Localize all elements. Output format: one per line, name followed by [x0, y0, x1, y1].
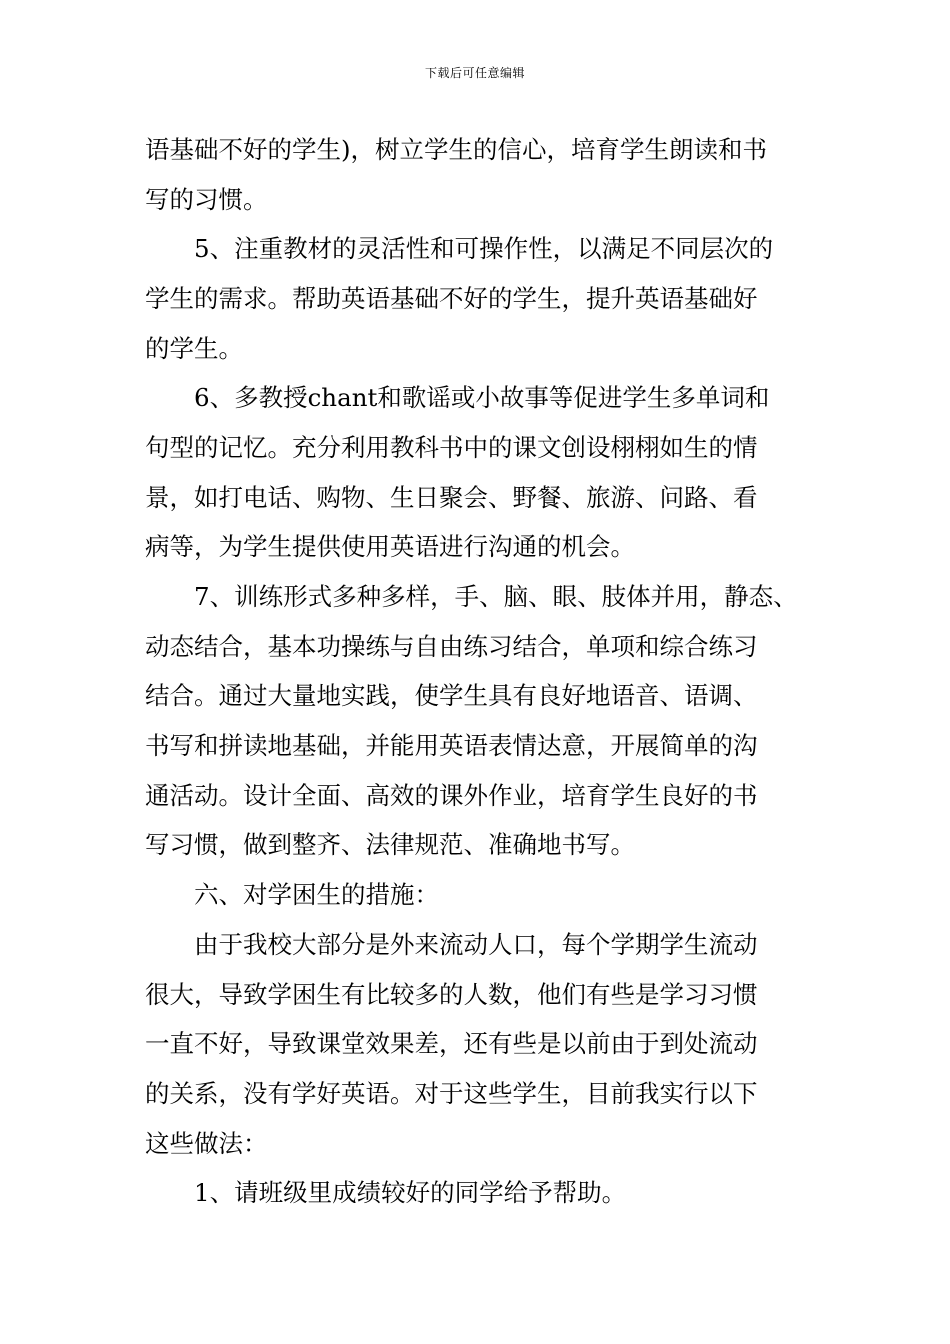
body-line: 7、训练形式多种多样，手、脑、眼、肢体并用，静态、	[145, 582, 798, 611]
body-line: 6、多教授chant和歌谣或小故事等促进学生多单词和	[145, 383, 770, 412]
body-line: 的关系，没有学好英语。对于这些学生，目前我实行以下	[145, 1079, 758, 1108]
page-header: 下载后可任意编辑	[424, 66, 525, 80]
body-line: 书写和拼读地基础，并能用英语表情达意，开展简单的沟	[145, 731, 758, 760]
body-line: 语基础不好的学生)，树立学生的信心，培育学生朗读和书	[145, 135, 768, 164]
body-line: 学生的需求。帮助英语基础不好的学生，提升英语基础好	[145, 284, 758, 313]
body-line: 结合。通过大量地实践，使学生具有良好地语音、语调、	[145, 681, 758, 710]
body-line: 景，如打电话、购物、生日聚会、野餐、旅游、问路、看	[145, 483, 758, 512]
body-line: 动态结合，基本功操练与自由练习结合，单项和综合练习	[145, 632, 758, 661]
body-line: 1、请班级里成绩较好的同学给予帮助。	[145, 1178, 627, 1207]
body-line: 很大，导致学困生有比较多的人数，他们有些是学习习惯	[145, 980, 758, 1009]
body-line: 句型的记忆。充分利用教科书中的课文创设栩栩如生的情	[145, 433, 758, 462]
body-line: 的学生。	[145, 334, 243, 363]
section-heading: 六、对学困生的措施：	[145, 880, 439, 909]
body-line: 一直不好，导致课堂效果差，还有些是以前由于到处流动	[145, 1029, 758, 1058]
body-line: 通活动。设计全面、高效的课外作业，培育学生良好的书	[145, 781, 758, 810]
body-line: 5、注重教材的灵活性和可操作性，以满足不同层次的	[145, 234, 774, 263]
body-line: 写习惯，做到整齐、法律规范、准确地书写。	[145, 830, 635, 859]
body-line: 写的习惯。	[145, 185, 268, 214]
body-line: 由于我校大部分是外来流动人口，每个学期学生流动	[145, 930, 758, 959]
body-line: 这些做法：	[145, 1129, 268, 1158]
body-line: 病等，为学生提供使用英语进行沟通的机会。	[145, 532, 635, 561]
